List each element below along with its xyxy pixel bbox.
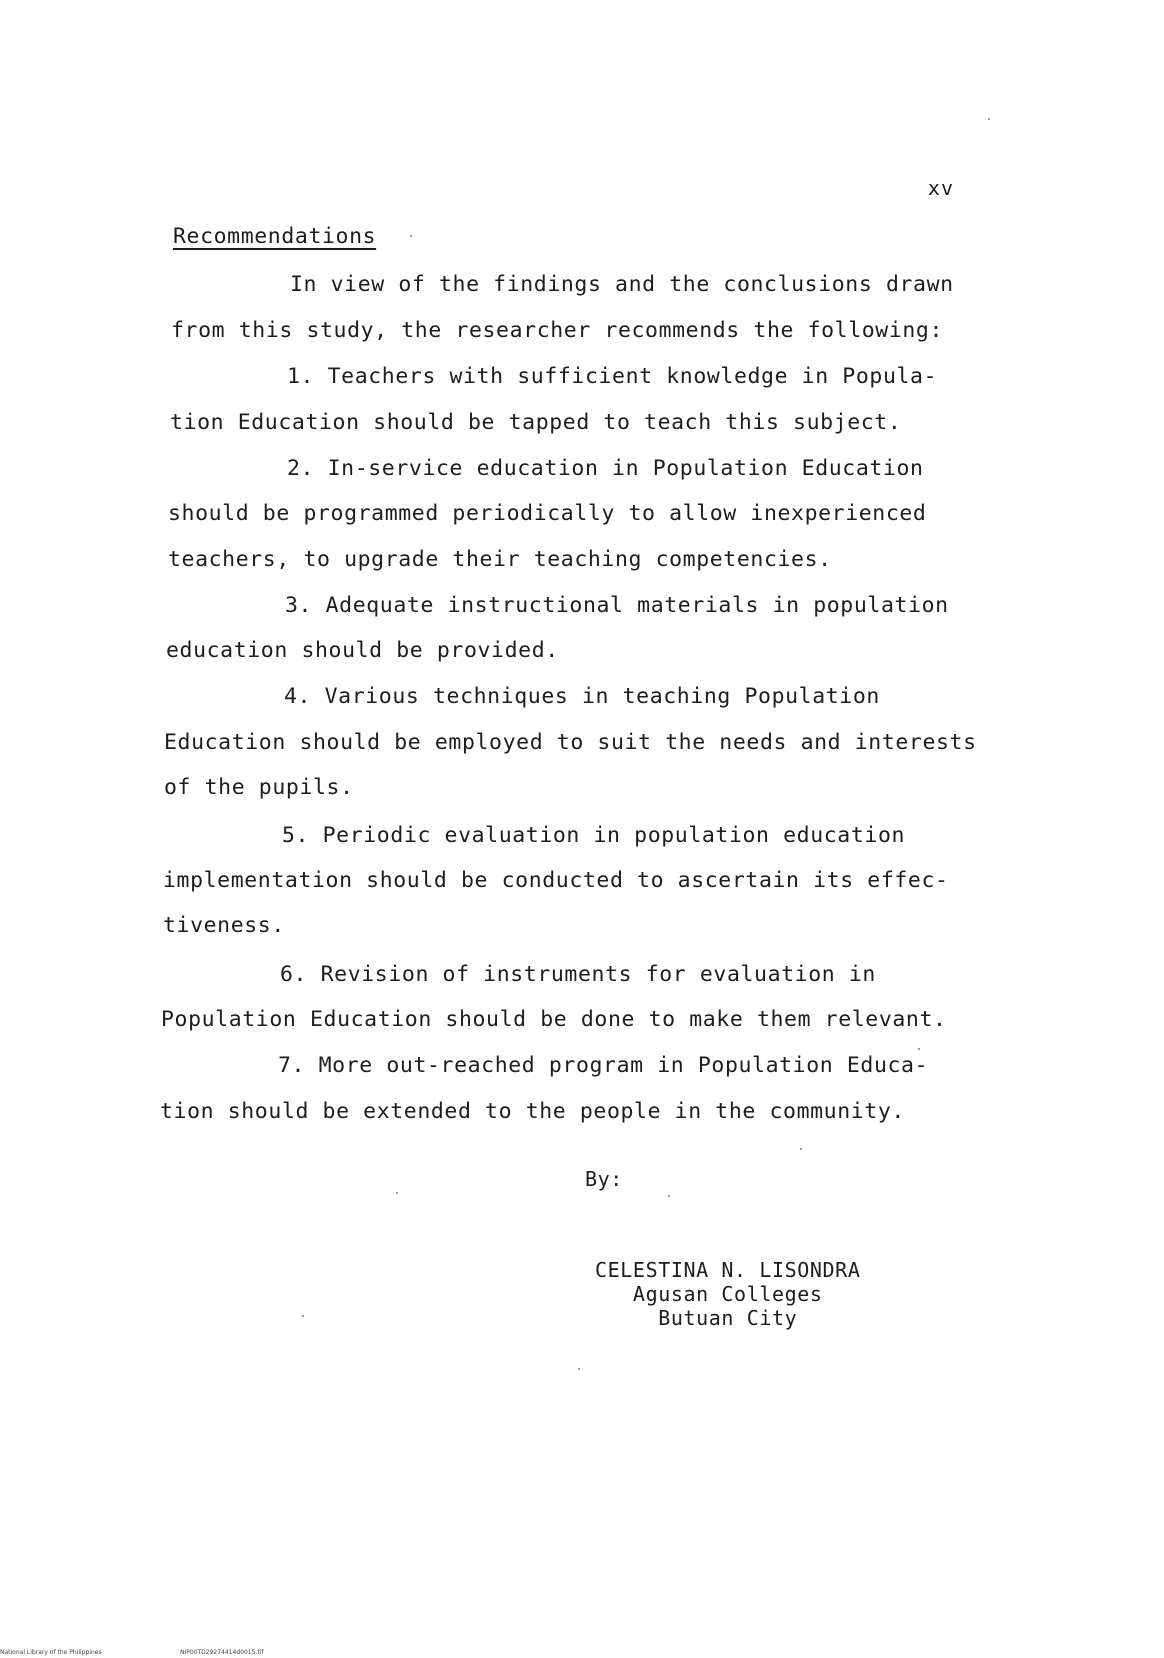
item-2-line-3: teachers, to upgrade their teaching competencies. [168, 547, 832, 572]
intro-line-1: In view of the findings and the conclusions drawn [290, 272, 954, 297]
item-2-line-2: should be programmed periodically to allow inexperienced [168, 501, 927, 526]
intro-line-2: from this study, the researcher recommends the following: [171, 318, 944, 343]
item-3-line-1: 3. Adequate instructional materials in population [285, 593, 949, 618]
signature-block [595, 1258, 860, 1330]
item-7-line-1: 7. More out-reached program in Population Educa- [278, 1053, 929, 1078]
by-label: By: [585, 1167, 623, 1191]
footer-library: National Library of the Philippines [0, 1649, 102, 1656]
item-6-line-1: 6. Revision of instruments for evaluation in [280, 962, 876, 987]
scan-speck [396, 1192, 398, 1194]
author-name: CELESTINA N. LISONDRA [595, 1258, 861, 1282]
item-5-line-2: implementation should be conducted to ascertain its effec- [163, 868, 949, 893]
author-institution: Agusan Colleges [632, 1282, 823, 1306]
item-4-line-3: of the pupils. [164, 775, 354, 800]
item-2-line-1: 2. In-service education in Population Education [287, 456, 924, 481]
item-3-line-2: education should be provided. [166, 638, 559, 663]
scan-speck [578, 1368, 580, 1370]
scan-speck [918, 1048, 920, 1050]
item-1-line-1: 1. Teachers with sufficient knowledge in Popula- [287, 364, 938, 389]
item-4-line-2: Education should be employed to suit the needs and interests [164, 730, 977, 755]
item-7-line-2: tion should be extended to the people in the community. [160, 1099, 905, 1124]
scan-speck [800, 1148, 802, 1150]
item-1-line-2: tion Education should be tapped to teach this subject. [170, 410, 902, 435]
scan-speck [302, 1315, 304, 1317]
scan-speck [988, 118, 990, 120]
scan-speck [668, 1195, 670, 1197]
section-heading: Recommendations [173, 224, 377, 249]
footer-filename: NIP00TD29274414d0015.tif [180, 1649, 264, 1656]
author-city: Butuan City [658, 1306, 798, 1330]
item-4-line-1: 4. Various techniques in teaching Population [284, 684, 880, 709]
item-5-line-3: tiveness. [163, 913, 285, 938]
page-number: xv [927, 176, 954, 200]
scan-speck [410, 235, 412, 237]
item-5-line-1: 5. Periodic evaluation in population education [282, 823, 906, 848]
item-6-line-2: Population Education should be done to make them relevant. [161, 1007, 947, 1032]
